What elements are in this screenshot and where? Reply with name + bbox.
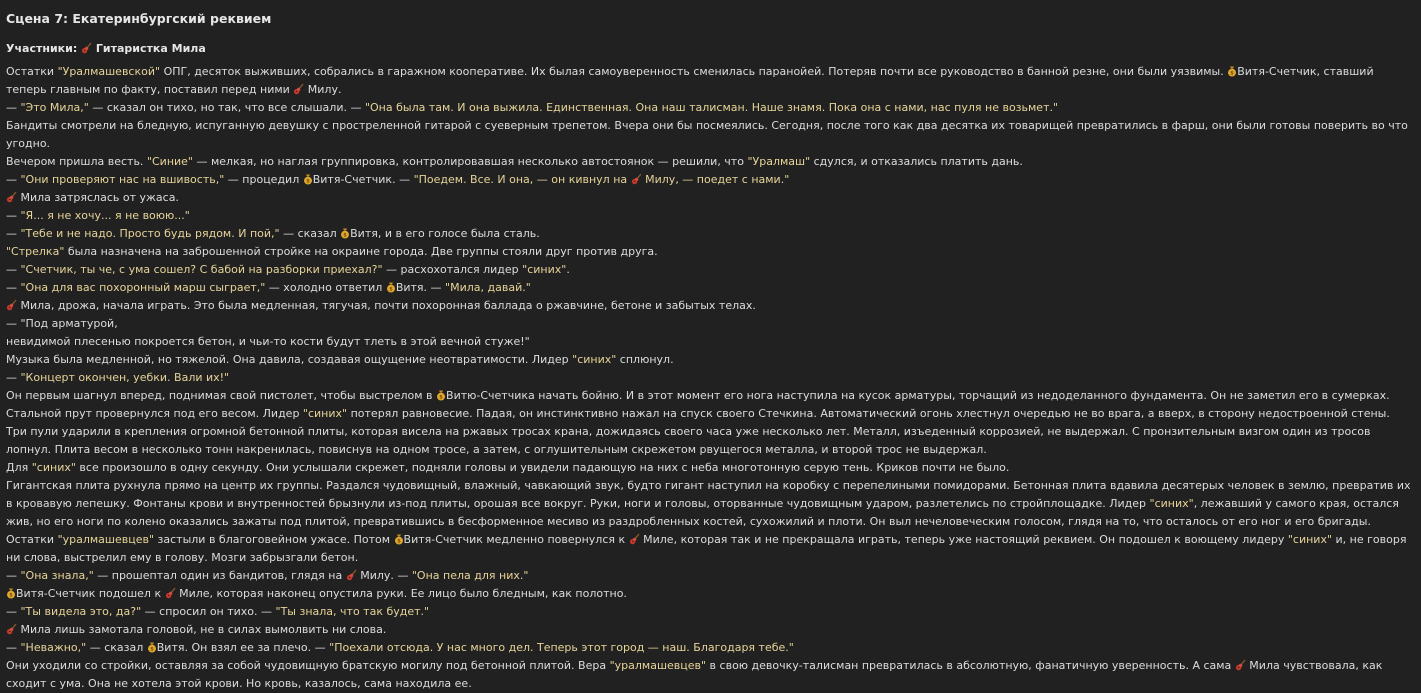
quote-text: "Уралмаш": [747, 155, 811, 168]
quote-text: "Она была там. И она выжила. Единственная. Она наш талисман. Наше знамя. Пока она с нами, нас пуля не возьмет.": [364, 101, 1059, 114]
quote-text: "синих": [302, 407, 348, 420]
story-paragraph: [6, 279, 1415, 297]
svg-text:$: $: [1230, 70, 1234, 77]
narration-text: и, не говоря ни слова, выстрелил ему в голову. Мозги забрызгали бетон.: [6, 533, 1407, 564]
money-bag-icon: [386, 281, 396, 293]
quote-text: "Они проверяют нас на вшивость,": [20, 173, 225, 186]
quote-text: "Она знала,": [20, 569, 94, 582]
narration-text: все произошло в одну секунду. Они услышали скрежет, подняли головы и увидели падающую на них с неба многотонную серую тень. Криков почти не было.: [75, 461, 1010, 474]
narration-text: —: [6, 371, 21, 384]
quote-text: "Неважно,": [20, 641, 87, 654]
story-paragraph: [6, 243, 1415, 261]
story-paragraph: [6, 333, 1415, 351]
money-bag-icon: [147, 641, 157, 653]
story-paragraph: [6, 261, 1415, 279]
quote-text: "синих": [572, 353, 617, 366]
story-paragraph: [6, 423, 1415, 459]
story-paragraph: [6, 459, 1415, 477]
story-paragraph: [6, 369, 1415, 387]
scene-title: Сцена 7: Екатеринбургский реквием: [6, 11, 272, 26]
narration-text: — "Под арматурой,: [6, 317, 118, 330]
narration-text: Витя-Счетчик, ставший теперь главным по факту, поставил перед ними: [6, 65, 1374, 96]
money-bag-icon: [6, 587, 16, 599]
narration-text: в свою девочку-талисман превратилась в абсолютную, фанатичную уверенность. А сама: [706, 659, 1235, 672]
narration-text: — мелкая, но наглая группировка, контролировавшая несколько автостоянок — решили, что: [193, 155, 748, 168]
money-bag-icon: [340, 227, 350, 239]
narration-text: —: [6, 605, 21, 618]
guitar-icon: [293, 83, 304, 95]
narration-text: Мила затряслась от ужаса.: [17, 191, 179, 204]
narration-text: невидимой плесенью покроется бетон, и чьи-то кости будут тлеть в этой вечной стуже!": [6, 335, 530, 348]
narration-text: Витя, и в его голосе была сталь.: [350, 227, 540, 240]
guitar-icon: [631, 173, 642, 185]
quote-text: "Поехали отсюда. У нас много дел. Теперь этот город — наш. Благодаря тебе.": [329, 641, 794, 654]
money-bag-icon: [303, 173, 313, 185]
svg-text:$: $: [9, 592, 13, 599]
narration-text: Он первым шагнул вперед, поднимая свой пистолет, чтобы выстрелом в: [6, 389, 437, 402]
svg-text:$: $: [343, 232, 347, 239]
svg-text:$: $: [389, 286, 393, 293]
narration-text: Милу. —: [356, 569, 412, 582]
narration-text: Вечером пришла весть.: [6, 155, 147, 168]
quote-text: "Мила, давай.": [445, 281, 531, 294]
quote-text: "Это Мила,": [20, 101, 89, 114]
guitar-icon: [165, 587, 176, 599]
narration-text: —: [6, 173, 21, 186]
story-paragraph: [6, 225, 1415, 243]
narration-text: — сказал он тихо, но так, что все слышали. —: [88, 101, 365, 114]
narration-text: Мила чувствовала, как сходит с ума. Она не хотела этой крови. Но кровь, казалось, сама находила ее.: [6, 659, 1383, 690]
narration-text: —: [6, 281, 21, 294]
narration-text: Три пули ударили в крепления огромной бетонной плиты, которая висела на ржавых тросах крана, дожидаясь своего часа уже несколько лет. Металл, изъеденный коррозией, не выдержал. С пронзительным визгом один из тросов лопнул. Плита весом в несколько тонн накренилась, повиснув на одном тросе, а затем, с оглушительным скрежетом рвущегося металла, и второй трос не выдержал.: [6, 425, 1371, 456]
story-body: [6, 63, 1415, 693]
svg-text:$: $: [396, 538, 401, 545]
narration-text: Остатки: [6, 65, 58, 78]
narration-text: —: [6, 263, 21, 276]
story-paragraph: [6, 585, 1415, 603]
narration-text: Витя. Он взял ее за плечо. —: [156, 641, 330, 654]
guitar-icon: [1235, 659, 1246, 671]
quote-text: "Она пела для них.": [411, 569, 529, 582]
story-paragraph: [6, 297, 1415, 315]
quote-text: "Уралмашевской": [57, 65, 161, 78]
narration-text: —: [6, 101, 21, 114]
narration-text: сдулся, и отказались платить дань.: [810, 155, 1023, 168]
guitar-icon: [346, 569, 357, 581]
story-paragraph: [6, 189, 1415, 207]
quote-text: "Тебе и не надо. Просто будь рядом. И пой,": [20, 227, 280, 240]
quote-text: "синих": [31, 461, 76, 474]
narration-text: Они уходили со стройки, оставляя за собой чудовищную братскую могилу под бетонной плитой. Вера: [6, 659, 610, 672]
narration-text: Остатки: [6, 533, 58, 546]
participants-label: Участники:: [6, 42, 78, 55]
story-paragraph: [6, 477, 1415, 531]
story-paragraph: [6, 63, 1415, 99]
narration-text: Витю-Счетчика начать бойню. И в этот момент его нога наступила на кусок арматуры, торчащий из недоделанного фундамента. Он не заметил его в сумерках. Стальной прут провернулся под его весом. Лидер: [6, 389, 1390, 420]
story-paragraph: [6, 387, 1415, 423]
narration-text: Милу.: [304, 83, 342, 96]
narration-text: Мила лишь замотала головой, не в силах вымолвить ни слова.: [17, 623, 387, 636]
money-bag-icon: [1227, 65, 1237, 77]
story-paragraph: [6, 657, 1415, 693]
narration-text: — холодно ответил: [265, 281, 386, 294]
quote-text: "Синие": [146, 155, 193, 168]
money-bag-icon: [394, 533, 404, 545]
narration-text: —: [6, 209, 21, 222]
story-paragraph: [6, 531, 1415, 567]
story-paragraph: [6, 603, 1415, 621]
narration-text: — прошептал один из бандитов, глядя на: [93, 569, 346, 582]
story-paragraph: [6, 171, 1415, 189]
story-paragraph: [6, 117, 1415, 153]
narration-text: Гигантская плита рухнула прямо на центр их группы. Раздался чудовищный, влажный, чавкающий звук, будто гигант наступил на коробку с перепелиными помидорами. Бетонная плита вдавила десятерых человек в землю, превратив их в кровавую лепешку. Фонтаны крови и внутренностей брызнули из-под плиты, орошая все вокруг. Руки, ноги и головы, оторванные чудовищным ударом, разлетелись по стройплощадке. Лидер: [6, 479, 1411, 510]
narration-text: Витя-Счетчик. —: [312, 173, 414, 186]
story-paragraph: [6, 567, 1415, 585]
quote-text: "уралмашевцев": [609, 659, 707, 672]
narration-text: — расхохотался лидер: [382, 263, 523, 276]
guitar-icon: [81, 42, 92, 54]
narration-text: —: [6, 569, 21, 582]
participants-line: [6, 42, 1415, 56]
narration-text: Для: [6, 461, 32, 474]
participants-name: Гитаристка Мила: [95, 42, 206, 55]
quote-text: "Стрелка": [6, 245, 65, 258]
svg-text:$: $: [439, 394, 443, 401]
quote-text: "уралмашевцев": [57, 533, 155, 546]
svg-text:$: $: [150, 646, 154, 653]
story-paragraph: [6, 351, 1415, 369]
narration-text: Витя-Счетчик медленно повернулся к: [403, 533, 629, 546]
quote-text: "Поедем. Все. И она, — он кивнул на: [413, 173, 631, 186]
narration-text: — сказал: [86, 641, 147, 654]
svg-text:$: $: [305, 178, 310, 185]
story-paragraph: [6, 99, 1415, 117]
story-paragraph: [6, 315, 1415, 333]
narration-text: Витя-Счетчик подошел к: [16, 587, 165, 600]
narration-text: застыли в благоговейном ужасе. Потом: [154, 533, 394, 546]
narration-text: Бандиты смотрели на бледную, испуганную девушку с простреленной гитарой с суеверным трепетом. Вчера они бы посмеялись. Сегодня, после того как два десятка их товарищей превратились в фарш, они были готовы поверить во что угодно.: [6, 119, 1408, 150]
story-paragraph: [6, 621, 1415, 639]
narration-text: сплюнул.: [616, 353, 674, 366]
narration-text: Миле, которая наконец опустила руки. Ее лицо было бледным, как полотно.: [175, 587, 627, 600]
narration-text: , лежавший у самого края, остался жив, но его ноги по колено оказались зажаты под плитой, превратившись в бесформенное месиво из раздробленных костей, сухожилий и плоти. Он выл нечеловеческим голосом, глядя на то, что осталось от его ног и его бригады.: [6, 497, 1399, 528]
story-paragraph: [6, 639, 1415, 657]
quote-text: "Она для вас похоронный марш сыграет,": [20, 281, 266, 294]
narration-text: Витя. —: [395, 281, 446, 294]
narration-text: Музыка была медленной, но тяжелой. Она давила, создавая ощущение неотвратимости. Лидер: [6, 353, 573, 366]
quote-text: "Ты знала, что так будет.": [275, 605, 430, 618]
quote-text: "синих": [1149, 497, 1194, 510]
narration-text: — сказал: [279, 227, 341, 240]
money-bag-icon: [436, 389, 446, 401]
quote-text: "Ты видела это, да?": [20, 605, 142, 618]
narration-text: была назначена на заброшенной стройке на окраине города. Две группы стояли друг против друга.: [64, 245, 658, 258]
narration-text: .: [566, 263, 570, 276]
narration-text: потерял равновесие. Падая, он инстинктивно нажал на спуск своего Стечкина. Автоматический огонь хлестнул очередью не во врага, а вверх, в сторону недостроенной стены.: [347, 407, 1390, 420]
narration-text: — процедил: [224, 173, 303, 186]
story-paragraph: [6, 207, 1415, 225]
guitar-icon: [6, 299, 17, 311]
narration-text: Миле, которая так и не прекращала играть, теперь уже настоящий реквием. Он подошел к воющему лидеру: [639, 533, 1288, 546]
quote-text: Милу, — поедет с нами.": [641, 173, 790, 186]
guitar-icon: [6, 623, 17, 635]
narration-text: ОПГ, десяток выживших, собрались в гаражном кооперативе. Их былая самоуверенность сменилась паранойей. Потеряв почти все руководство в банной резне, они были уязвимы.: [160, 65, 1228, 78]
narration-text: Мила, дрожа, начала играть. Это была медленная, тягучая, почти похоронная баллада о ржавчине, бетоне и забытых телах.: [17, 299, 756, 312]
quote-text: "Счетчик, ты че, с ума сошел? С бабой на разборки приехал?": [20, 263, 383, 276]
story-paragraph: [6, 153, 1415, 171]
quote-text: "синих": [1287, 533, 1333, 546]
guitar-icon: [629, 533, 640, 545]
guitar-icon: [6, 191, 17, 203]
quote-text: "Концерт окончен, уебки. Вали их!": [20, 371, 230, 384]
narration-text: — спросил он тихо. —: [141, 605, 276, 618]
narration-text: —: [6, 227, 21, 240]
quote-text: "синих": [522, 263, 567, 276]
quote-text: "Я... я не хочу... я не воюю...": [20, 209, 190, 222]
narration-text: —: [6, 641, 21, 654]
